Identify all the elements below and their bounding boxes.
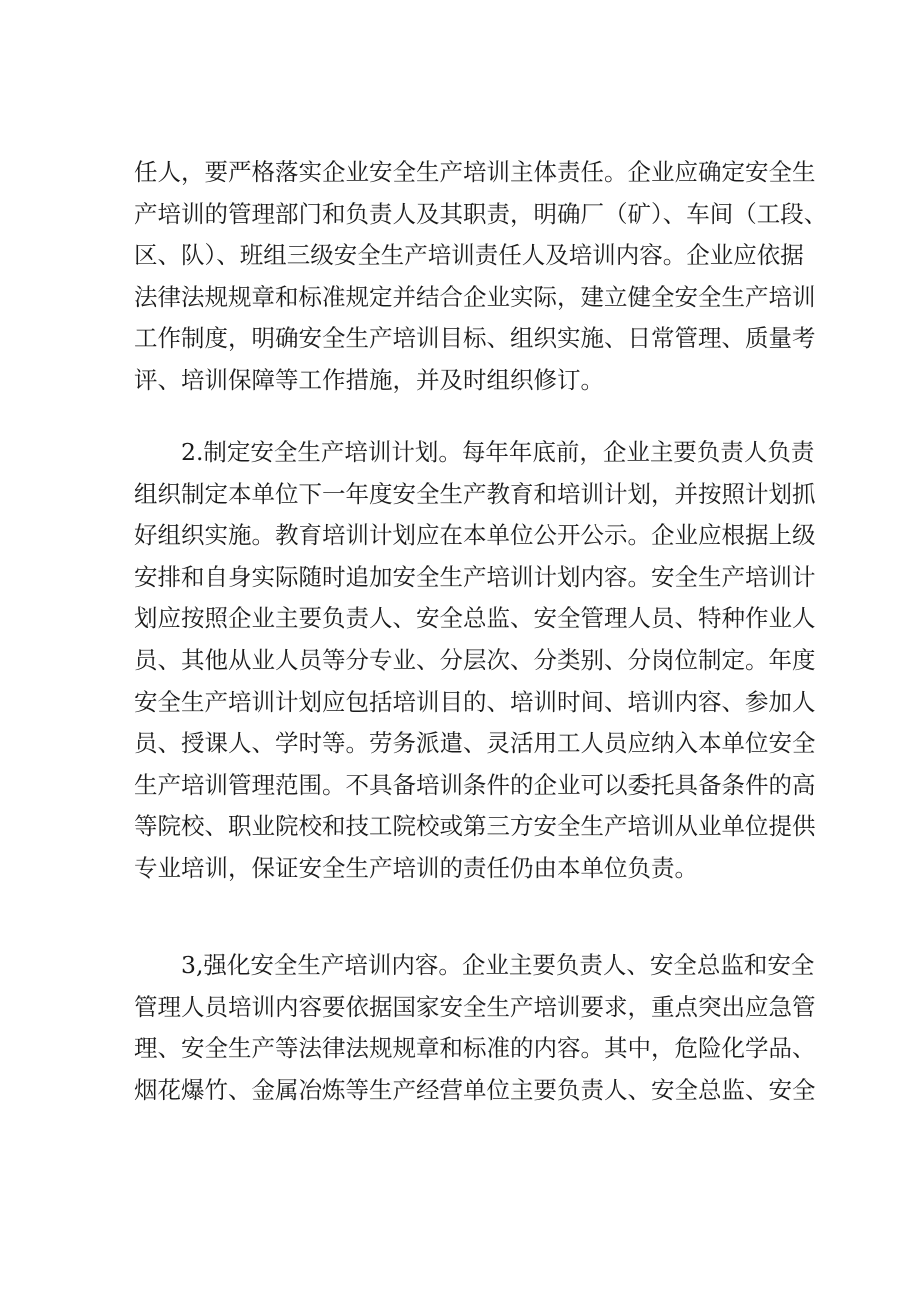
- text-line: 评、培训保障等工作措施，并及时组织修订。: [134, 365, 604, 394]
- text-line: 法律法规规章和标准规定并结合企业实际，建立健全安全生产培训: [134, 282, 816, 311]
- paragraph-3: [134, 945, 816, 1111]
- text-line: 专业培训，保证安全生产培训的责任仍由本单位负责。: [134, 853, 698, 882]
- text-line: 烟花爆竹、金属冶炼等生产经营单位主要负责人、安全总监、安全: [134, 1075, 816, 1104]
- text-line: 等院校、职业院校和技工院校或第三方安全生产培训从业单位提供: [134, 812, 816, 841]
- text-line: 安排和自身实际随时追加安全生产培训计划内容。安全生产培训计: [134, 562, 816, 591]
- text-line: 2.制定安全生产培训计划。每年年底前，企业主要负责人负责: [134, 438, 815, 466]
- text-line: 工作制度，明确安全生产培训目标、组织实施、日常管理、质量考: [134, 324, 816, 353]
- paragraph-2: [134, 432, 816, 890]
- text-line: 划应按照企业主要负责人、安全总监、安全管理人员、特种作业人: [134, 604, 816, 633]
- text-line: 理、安全生产等法律法规规章和标准的内容。其中，危险化学品、: [134, 1034, 816, 1063]
- text-line: 任人，要严格落实企业安全生产培训主体责任。企业应确定安全生: [134, 158, 816, 186]
- text-line: 生产培训管理范围。不具备培训条件的企业可以委托具备条件的高: [134, 770, 816, 799]
- text-line: 安全生产培训计划应包括培训目的、培训时间、培训内容、参加人: [134, 687, 816, 716]
- text-line: 产培训的管理部门和负责人及其职责，明确厂（矿）、车间（工段、: [134, 199, 828, 228]
- text-line: 3,强化安全生产培训内容。企业主要负责人、安全总监和安全: [134, 951, 815, 979]
- text-line: 组织制定本单位下一年度安全生产教育和培训计划，并按照计划抓: [134, 479, 816, 508]
- text-line: 员、授课人、学时等。劳务派遣、灵活用工人员应纳入本单位安全: [134, 729, 816, 758]
- text-line: 员、其他从业人员等分专业、分层次、分类别、分岗位制定。年度: [134, 645, 816, 674]
- text-line: 管理人员培训内容要依据国家安全生产培训要求，重点突出应急管: [134, 992, 816, 1021]
- paragraph-1: [134, 152, 828, 402]
- text-line: 好组织实施。教育培训计划应在本单位公开公示。企业应根据上级: [134, 521, 816, 550]
- text-line: 区、队）、班组三级安全生产培训责任人及培训内容。企业应依据: [134, 241, 804, 270]
